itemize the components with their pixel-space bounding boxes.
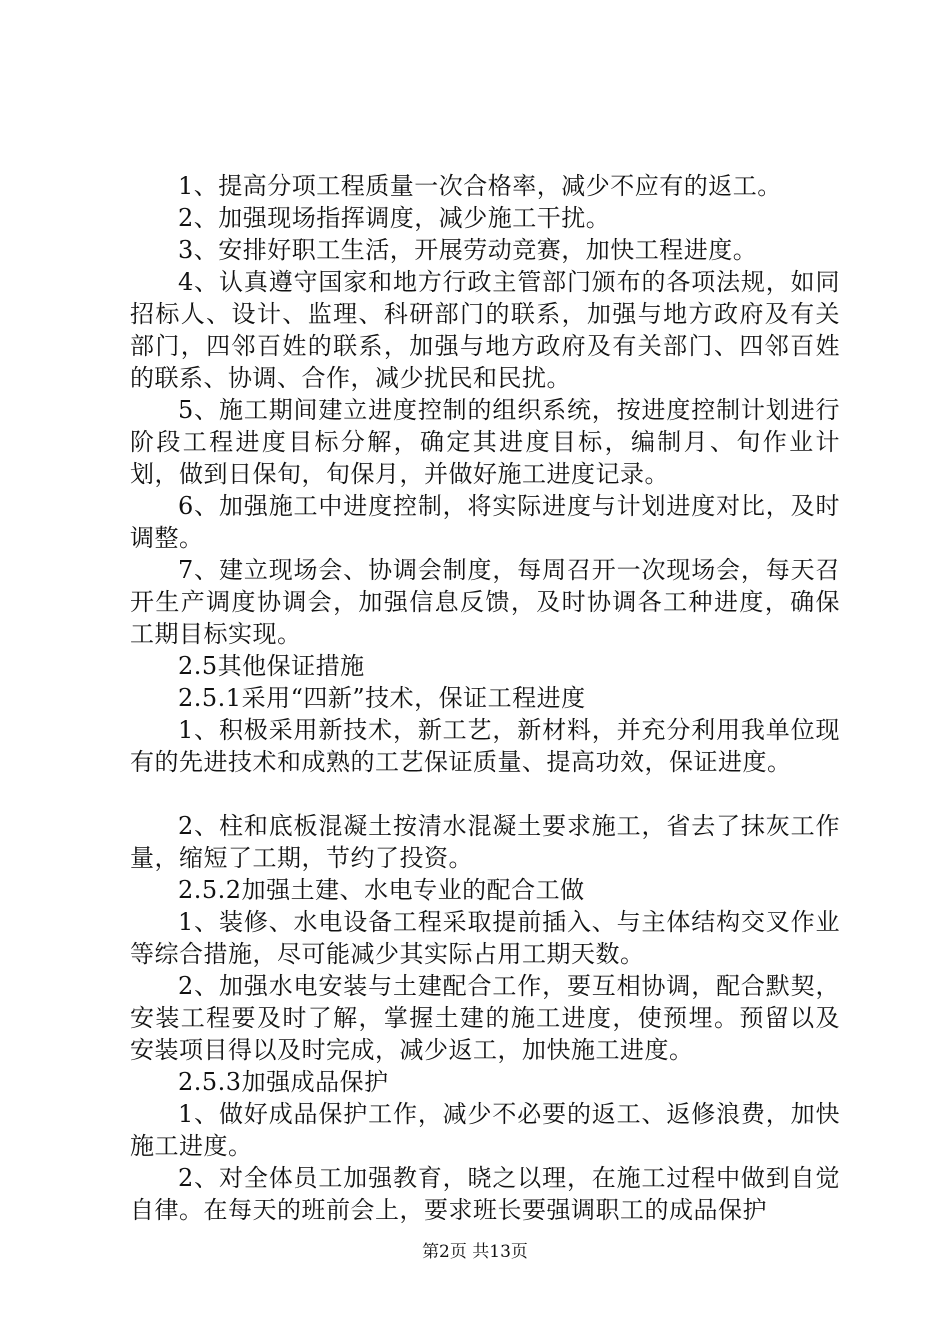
- paragraph-item-5: 5、施工期间建立进度控制的组织系统，按进度控制计划进行阶段工程进度目标分解，确定其进度目标，编制月、旬作业计划，做到日保旬，旬保月，并做好施工进度记录。: [130, 396, 840, 488]
- section-heading-2-5: 2.5其他保证措施: [178, 652, 365, 680]
- paragraph-new-tech-1: 1、积极采用新技术，新工艺，新材料，并充分利用我单位现有的先进技术和成熟的工艺保证质量、提高功效，保证进度。: [130, 716, 840, 776]
- document-body: [130, 170, 840, 1226]
- subsection-heading-2-5-1: 2.5.1采用“四新”技术，保证工程进度: [178, 684, 586, 712]
- subsection-heading-2-5-3: 2.5.3加强成品保护: [178, 1068, 389, 1096]
- subsection-heading-2-5-2: 2.5.2加强土建、水电专业的配合工做: [178, 876, 585, 904]
- paragraph-coordination-1: 1、装修、水电设备工程采取提前插入、与主体结构交叉作业等综合措施，尽可能减少其实际占用工期天数。: [130, 908, 840, 968]
- paragraph-protection-1: 1、做好成品保护工作，减少不必要的返工、返修浪费，加快施工进度。: [130, 1100, 840, 1160]
- paragraph-item-7: 7、建立现场会、协调会制度，每周召开一次现场会，每天召开生产调度协调会，加强信息反馈，及时协调各工种进度，确保工期目标实现。: [130, 556, 840, 648]
- paragraph-item-4: 4、认真遵守国家和地方行政主管部门颁布的各项法规，如同招标人、设计、监理、科研部门的联系，加强与地方政府及有关部门，四邻百姓的联系，加强与地方政府及有关部门、四邻百姓的联系、协调、合作，减少扰民和民扰。: [130, 268, 840, 392]
- paragraph-new-tech-2: 2、柱和底板混凝土按清水混凝土要求施工，省去了抹灰工作量，缩短了工期，节约了投资。: [130, 812, 840, 872]
- paragraph-protection-2: 2、对全体员工加强教育，晓之以理，在施工过程中做到自觉自律。在每天的班前会上，要求班长要强调职工的成品保护: [130, 1164, 840, 1224]
- paragraph-item-1: 1、提高分项工程质量一次合格率，减少不应有的返工。: [178, 172, 782, 200]
- paragraph-item-6: 6、加强施工中进度控制，将实际进度与计划进度对比，及时调整。: [130, 492, 840, 552]
- paragraph-coordination-2: 2、加强水电安装与土建配合工作，要互相协调，配合默契，安装工程要及时了解，掌握土建的施工进度，使预埋。预留以及安装项目得以及时完成，减少返工，加快施工进度。: [130, 972, 840, 1064]
- paragraph-item-2: 2、加强现场指挥调度，减少施工干扰。: [178, 204, 611, 232]
- paragraph-item-3: 3、安排好职工生活，开展劳动竞赛，加快工程进度。: [178, 236, 758, 264]
- page-footer: 第2页 共13页: [422, 1242, 528, 1262]
